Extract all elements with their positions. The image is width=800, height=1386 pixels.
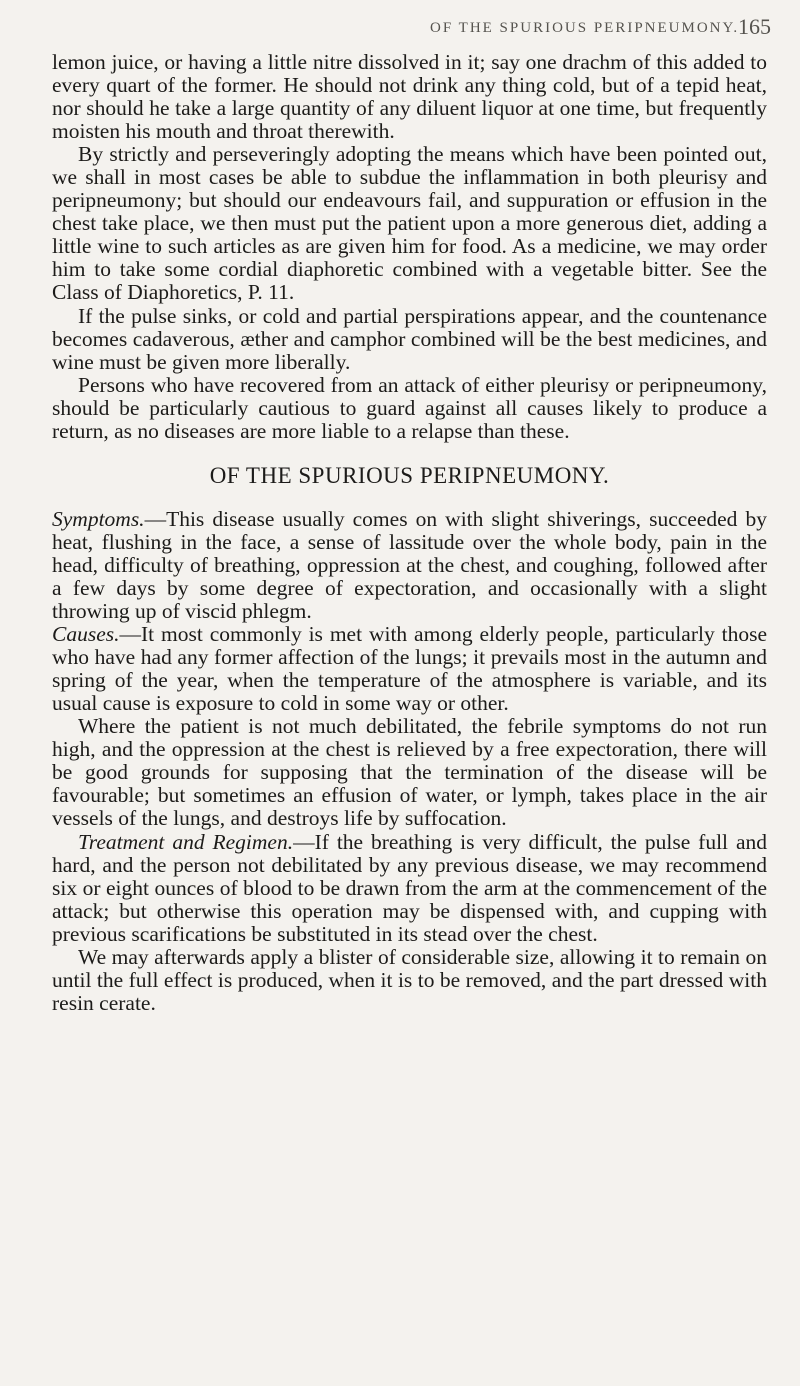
symptoms-text: —This disease usually comes on with slight shiverings, succeeded by heat, flushing in the face, a sense of lassitude over the whole body, pain in the head, difficulty of breathing, oppression at the chest, and coughing, followed after a few days by some degree of expectoration, and occasionally with a slight throwing up of viscid phlegm. xyxy=(52,506,767,624)
paragraph-persons-recovered: Persons who have recovered from an attack of either pleurisy or peripneumony, should be particularly cautious to guard against all causes likely to produce a return, as no diseases are more liable to a relapse than these. xyxy=(52,372,767,443)
section-heading: OF THE SPURIOUS PERIPNEUMONY. xyxy=(209,462,610,488)
paragraph-causes xyxy=(52,623,767,715)
paragraph-symptoms xyxy=(52,508,767,623)
paragraph-strictly: By strictly and perseveringly adopting the means which have been pointed out, we shall in most cases be able to subdue the inflammation in both pleurisy and peripneumony; but should our endeavours fail, and suppuration or effusion in the chest take place, we then must put the patient upon a more generous diet, adding a little wine to such articles as are given him for food. As a medicine, we may order him to take some cordial diaphoretic combined with a vegetable bitter. See the Class of Diaphoretics, P. 11. xyxy=(52,142,767,305)
treatment-text: —If the breathing is very difficult, the pulse full and hard, and the person not debilitated by any previous disease, we may recommend six or eight ounces of blood to be drawn from the arm at the commencement of the attack; but otherwise this operation may be dispensed with, and cupping with previous scarifications be substituted in its stead over the chest. xyxy=(52,829,767,946)
causes-text: —It most commonly is met with among elderly people, particularly those who have had any former affection of the lungs; it prevails most in the autumn and spring of the year, when the temperature of the atmosphere is variable, and its usual cause is exposure to cold in some way or other. xyxy=(52,622,767,716)
paragraph-pulse-sinks: If the pulse sinks, or cold and partial perspirations appear, and the countenance becomes cadaverous, æther and camphor combined will be the best medicines, and wine must be given more liberally. xyxy=(52,303,767,374)
treatment-label: Treatment and Regimen. xyxy=(78,829,294,854)
symptoms-label: Symptoms. xyxy=(52,506,145,531)
paragraph-where: Where the patient is not much debilitated, the febrile symptoms do not run high, and the oppression at the chest is relieved by a free expectoration, there will be good grounds for supposing that the termination of the disease will be favourable; but sometimes an effusion of water, or lymph, takes place in the air vessels of the lungs, and destroys life by suffocation. xyxy=(52,714,767,831)
paragraph-treatment xyxy=(52,831,767,946)
running-head xyxy=(0,12,800,42)
causes-label: Causes. xyxy=(52,622,120,647)
paragraph-lemon-juice: lemon juice, or having a little nitre dissolved in it; say one drachm of this added to every quart of the former. He should not drink any thing cold, but of a tepid heat, nor should he take a large quantity of any diluent liquor at one time, but frequently moisten his mouth and throat therewith. xyxy=(52,50,767,144)
page-number: 165 xyxy=(738,14,771,39)
running-head-title: OF THE SPURIOUS PERIPNEUMONY. xyxy=(430,20,740,36)
body-text xyxy=(52,51,767,1015)
paragraph-blister: We may afterwards apply a blister of considerable size, allowing it to remain on until the full effect is produced, when it is to be removed, and the part dressed with resin cerate. xyxy=(52,944,767,1015)
